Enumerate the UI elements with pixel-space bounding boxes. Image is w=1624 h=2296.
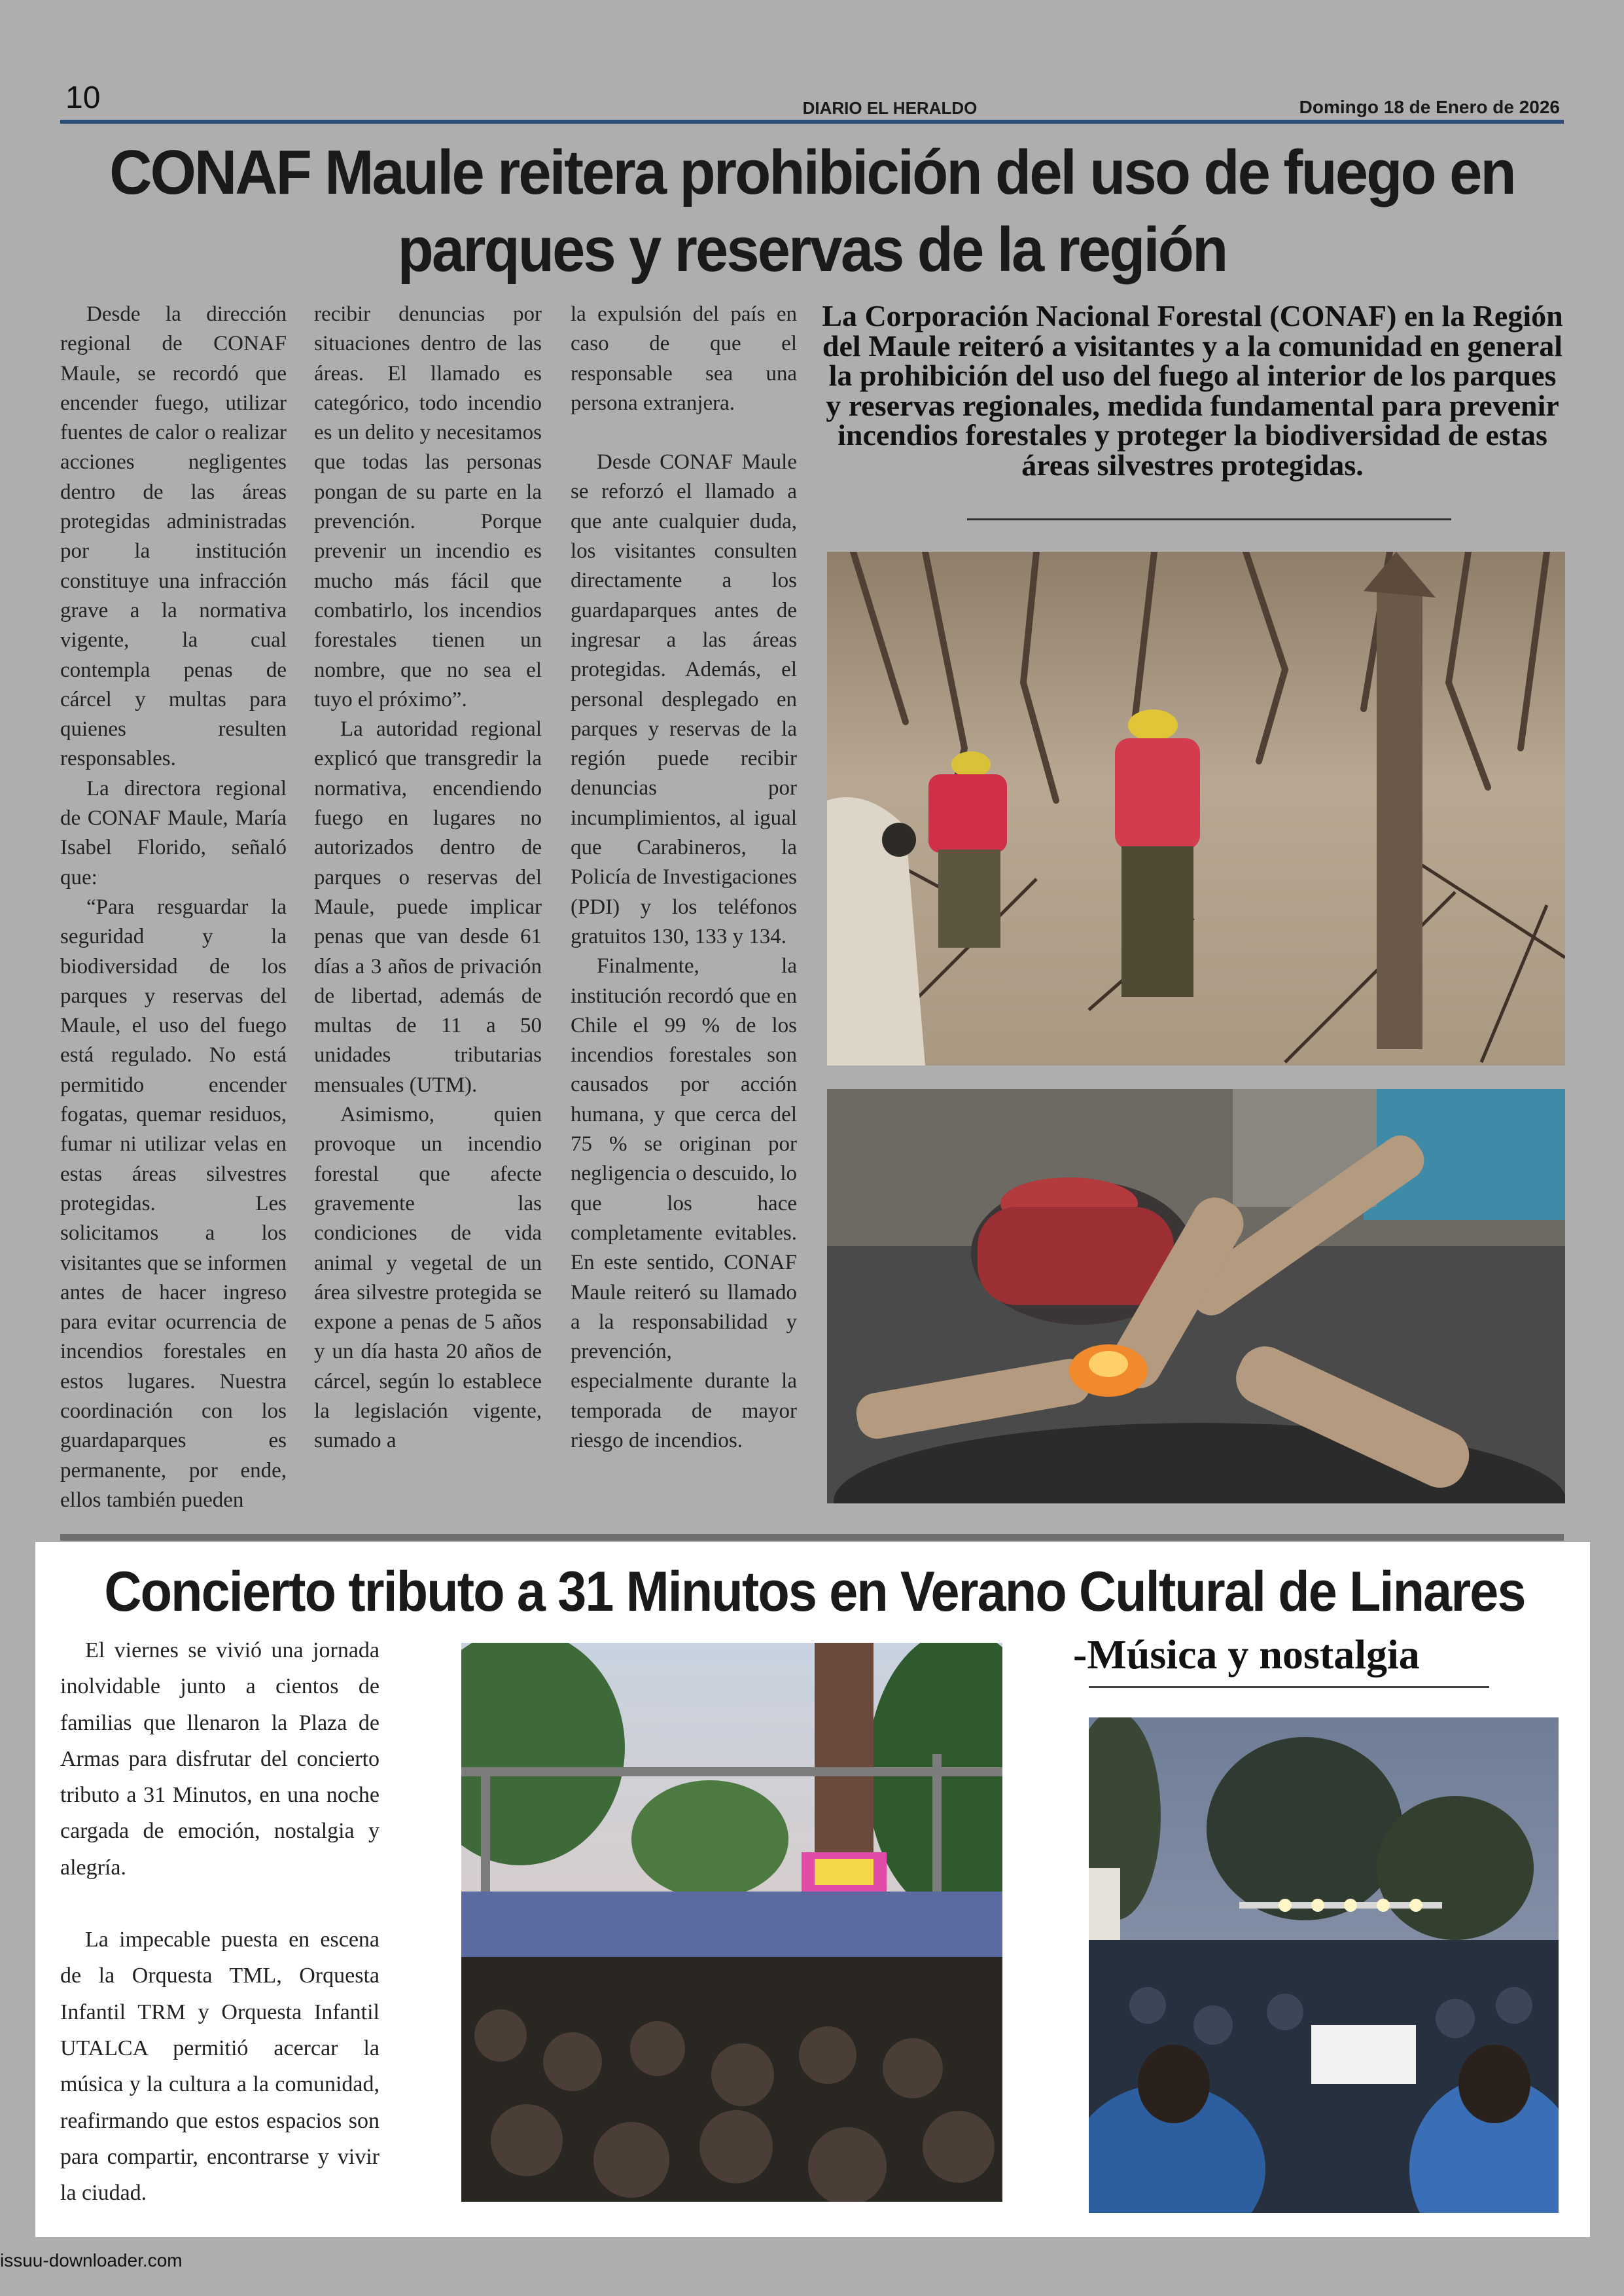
article-1-paragraph: recibir denuncias por situaciones dentro de las áreas. El llamado es categórico, todo incendio es un delito y necesitamos que todas las personas pongan de su parte en la prevención. Porque prevenir un incendio es mucho más fácil que combatirlo, los incendios forestales tienen un nombre, que no sea el tuyo el próximo”. <box>314 302 542 711</box>
article-1-paragraph: Finalmente, la institución recordó que en Chile el 99 % de los incendios forestales son causados por acción humana, y que cerca del 75 % se originan por negligencia o descuido, lo que los hace completamente evitables. En este sentido, CONAF Maule reiteró su llamado a la responsabilidad y prevención, especialmente durante la temporada de mayor riesgo de incendios. <box>571 954 797 1452</box>
concert-crowd-photo <box>1089 1717 1559 2213</box>
article-1-paragraph: “Para resguardar la seguridad y la biodiversidad de los parques y reservas del Maule, el uso del fuego está regulado. No está permitido encender fogatas, quemar residuos, fumar ni utilizar velas en estas áreas silvestres protegidas. Les solicitamos a los visitantes que se informen antes de hacer ingreso para evitar ocurrencia de incendios forestales en estos lugares. Nuestra coordinación con los guardaparques es permanente, por ende, ellos también pueden <box>60 895 287 1512</box>
section-divider <box>60 1534 1564 1541</box>
lead-underline <box>967 518 1451 520</box>
article-1-paragraph: Desde la dirección regional de CONAF Maule, se recordó que encender fuego, utilizar fuentes de calor o realizar acciones negligentes dentro de las áreas protegidas administradas por la institución constituye una infracción grave a la normativa vigente, la cual contempla penas de cárcel y multas para quienes resulten responsables. <box>60 302 287 771</box>
article-2-paragraph: La impecable puesta en escena de la Orquesta TML, Orquesta Infantil TRM y Orquesta Infantil UTALCA permitió acercar la música y la cultura a la comunidad, reafirmando que estos espacios son para compartir, encontrarse y vivir la ciudad. <box>60 1928 380 2206</box>
campfire-kettle-photo <box>827 1089 1565 1503</box>
article-1-lead: La Corporación Nacional Forestal (CONAF) en la Región del Maule reiteró a visitantes y a la comunidad en general la prohibición del uso del fuego al interior de los parques y reservas regionales, medida fundamental para prevenir incendios forestales y proteger la biodiversidad de estas áreas silvestres protegidas. <box>822 299 1563 482</box>
article-2-paragraph: El viernes se vivió una jornada inolvidable junto a cientos de familias que llenaron la Plaza de Armas para disfrutar del concierto tributo a 31 Minutos, en una noche cargada de emoción, nostalgia y alegría. <box>60 1638 380 1880</box>
article-1-column-2 <box>314 300 542 1456</box>
article-1-column-3 <box>571 300 797 1456</box>
concert-plaza-photo <box>461 1643 1002 2202</box>
article-1-paragraph: Asimismo, quien provoque un incendio forestal que afecte gravemente las condiciones de vida animal y vegetal de un área silvestre protegida se expone a penas de 5 años y un día hasta 20 años de cárcel, según lo establece la legislación vigente, sumado a <box>314 1103 542 1453</box>
article-1-column-1 <box>60 300 287 1515</box>
article-2-headline: Concierto tributo a 31 Minutos en Verano Cultural de Linares <box>104 1560 1525 1623</box>
page-number: 10 <box>65 81 101 115</box>
article-1-paragraph: la expulsión del país en caso de que el responsable sea una persona extranjera. <box>571 302 797 415</box>
article-1-paragraph: Desde CONAF Maule se reforzó el llamado a que ante cualquier duda, los visitantes consulten directamente a los guardaparques antes de ingresar a las áreas protegidas. Además, el personal desplegado en parques y reservas de la región puede recibir denuncias por incumplimientos, al igual que Carabineros, la Policía de Investigaciones (PDI) y los teléfonos gratuitos 130, 133 y 134. <box>571 450 797 948</box>
firefighters-photo <box>827 552 1565 1066</box>
kicker-underline <box>1089 1686 1489 1688</box>
article-1-headline: CONAF Maule reitera prohibición del uso de fuego en parques y reservas de la región <box>109 137 1515 285</box>
article-1-paragraph: La directora regional de CONAF Maule, María Isabel Florido, señaló que: <box>60 776 287 889</box>
issue-date: Domingo 18 de Enero de 2026 <box>1299 97 1560 117</box>
article-1-paragraph: La autoridad regional explicó que transgredir la normativa, encendiendo fuego en lugares no autorizados dentro de parques o reservas del Maule, puede implicar penas que van desde 61 días a 3 años de privación de libertad, además de multas de 11 a 50 unidades tributarias mensuales (UTM). <box>314 717 542 1097</box>
newspaper-name: DIARIO EL HERALDO <box>802 98 978 118</box>
article-2-kicker: -Música y nostalgia <box>1073 1631 1420 1677</box>
header-rule <box>60 120 1564 124</box>
article-2-body <box>60 1632 380 2211</box>
source-watermark: issuu-downloader.com <box>0 2250 183 2270</box>
